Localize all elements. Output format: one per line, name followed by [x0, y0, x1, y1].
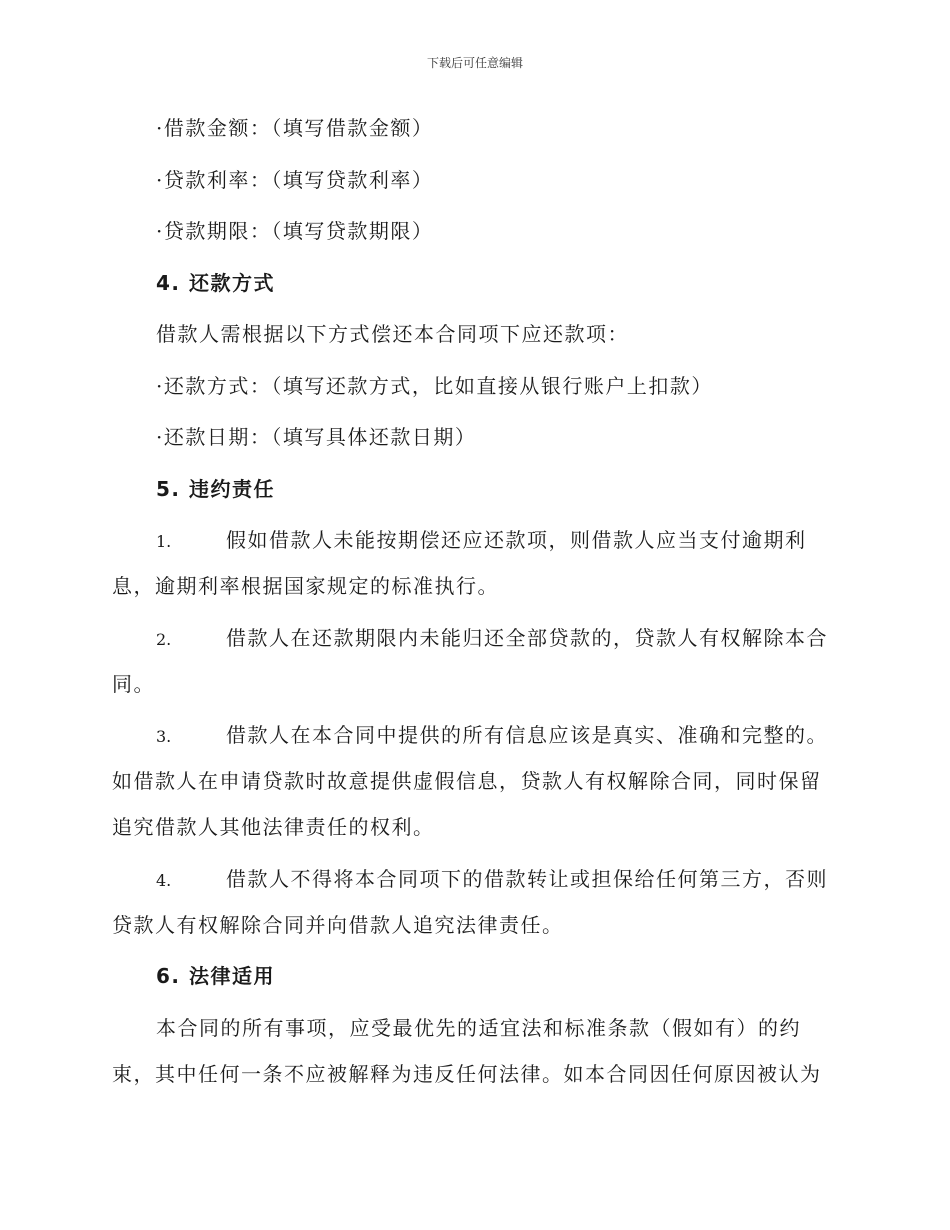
bullet-repayment-date: ·还款日期：（填写具体还款日期）: [156, 425, 477, 449]
page-header: 下载后可任意编辑: [426, 56, 523, 70]
section-6-title: 6. 法律适用: [156, 964, 275, 988]
section-4-intro: 借款人需根据以下方式偿还本合同项下应还款项：: [156, 322, 629, 346]
clause-3-number: 3.: [156, 727, 172, 746]
clause-4-number: 4.: [156, 870, 172, 890]
bullet-loan-amount: ·借款金额：（填写借款金额）: [156, 116, 434, 140]
clause-2-number: 2.: [156, 629, 172, 649]
clause-3-line-1: [112, 715, 832, 761]
clause-1-line-2: 息，逾期利率根据国家规定的标准执行。: [112, 574, 499, 598]
document-body: [112, 108, 832, 1105]
section-5-title: 5. 违约责任: [156, 476, 275, 501]
clause-4-text: 借款人不得将本合同项下的借款转让或担保给任何第三方，否则: [226, 866, 828, 891]
clause-1-line-1: [112, 520, 832, 566]
clause-3-text: 借款人在本合同中提供的所有信息应该是真实、准确和完整的。: [226, 723, 828, 747]
clause-2-text: 借款人在还款期限内未能归还全部贷款的，贷款人有权解除本合: [226, 625, 828, 650]
clause-4-line-1: [112, 859, 832, 905]
bullet-repayment-method: ·还款方式：（填写还款方式，比如直接从银行账户上扣款）: [156, 373, 713, 398]
clause-2-line-1: [112, 618, 832, 664]
clause-3-line-3: 追究借款人其他法律责任的权利。: [112, 815, 435, 839]
clause-1-text: 假如借款人未能按期偿还应还款项，则借款人应当支付逾期利: [226, 528, 807, 552]
section-6-line-1: 本合同的所有事项，应受最优先的适宜法和标准条款（假如有）的约: [156, 1015, 801, 1040]
clause-4-line-2: 贷款人有权解除合同并向借款人追究法律责任。: [112, 912, 564, 937]
section-4-title: 4. 还款方式: [156, 270, 275, 295]
bullet-interest-rate: ·贷款利率：（填写贷款利率）: [156, 167, 434, 192]
section-6-line-2: 束，其中任何一条不应被解释为违反任何法律。如本合同因任何原因被认为: [112, 1061, 822, 1086]
clause-3-line-2: 如借款人在申请贷款时故意提供虚假信息，贷款人有权解除合同，同时保留: [112, 769, 822, 793]
clause-1-number: 1.: [156, 532, 172, 551]
clause-2-line-2: 同。: [112, 671, 155, 696]
bullet-loan-term: ·贷款期限：（填写贷款期限）: [156, 219, 434, 243]
